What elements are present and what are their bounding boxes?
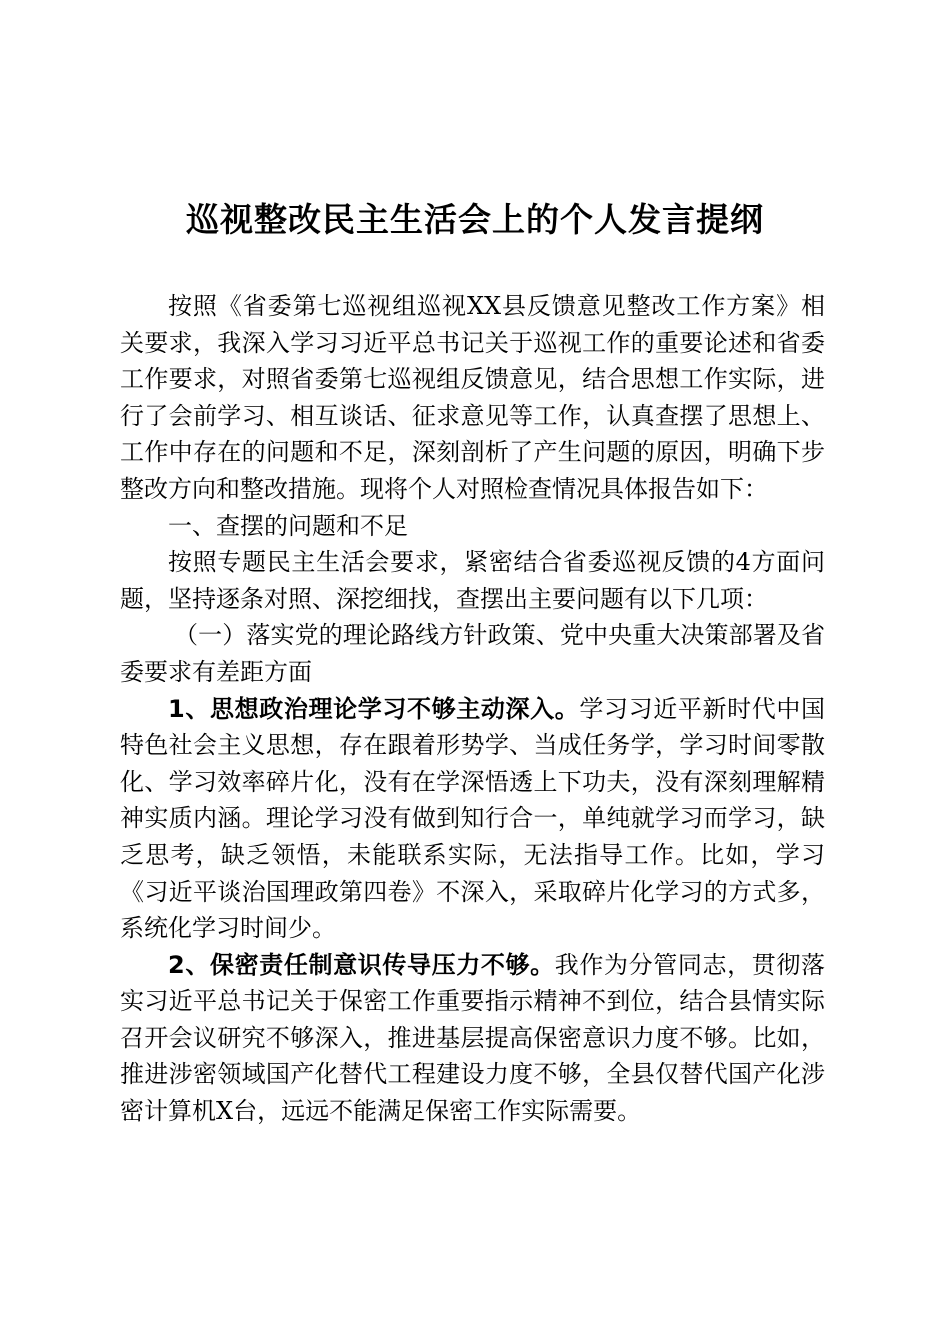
item-1-text: 学习习近平新时代中国特色社会主义思想，存在跟着形势学、当成任务学，学习时间零散化、学习效率碎片化，没有在学深悟透上下功夫，没有深刻理解精神实质内涵。理论学习没有做到知行合一，单纯就学习而学习，缺乏思考，缺乏领悟，未能联系实际，无法指导工作。比如，学习《习近平谈治国理政第四卷》不深入，采取碎片化学习的方式多，系统化学习时间少。 — [120, 694, 825, 943]
item-2-text: 我作为分管同志，贯彻落实习近平总书记关于保密工作重要指示精神不到位，结合县情实际召开会议研究不够深入，推进基层提高保密意识力度不够。比如，推进涉密领域国产化替代工程建设力度不够，全县仅替代国产化涉密计算机X台，远远不能满足保密工作实际需要。 — [120, 950, 826, 1126]
item-2-lead: 2、保密责任制意识传导压力不够。 — [168, 950, 555, 979]
section-1-heading: 一、查摆的问题和不足 — [168, 511, 408, 540]
section-1-intro-paragraph: 按照专题民主生活会要求，紧密结合省委巡视反馈的4方面问题，坚持逐条对照、深挖细找，查摆出主要问题有以下几项： — [120, 548, 825, 613]
subsection-1-heading: （一）落实党的理论路线方针政策、党中央重大决策部署及省委要求有差距方面 — [120, 621, 825, 686]
item-1-paragraph — [120, 691, 825, 947]
document-body — [120, 288, 825, 1130]
item-1-lead: 1、思想政治理论学习不够主动深入。 — [168, 694, 580, 723]
intro-paragraph: 按照《省委第七巡视组巡视XX县反馈意见整改工作方案》相关要求，我深入学习习近平总书记关于巡视工作的重要论述和省委工作要求，对照省委第七巡视组反馈意见，结合思想工作实际，进行了会前学习、相互谈话、征求意见等工作，认真查摆了思想上、工作中存在的问题和不足，深刻剖析了产生问题的原因，明确下步整改方向和整改措施。现将个人对照检查情况具体报告如下： — [120, 292, 825, 503]
document-title: 巡视整改民主生活会上的个人发言提纲 — [186, 200, 764, 239]
item-2-paragraph — [120, 947, 825, 1130]
